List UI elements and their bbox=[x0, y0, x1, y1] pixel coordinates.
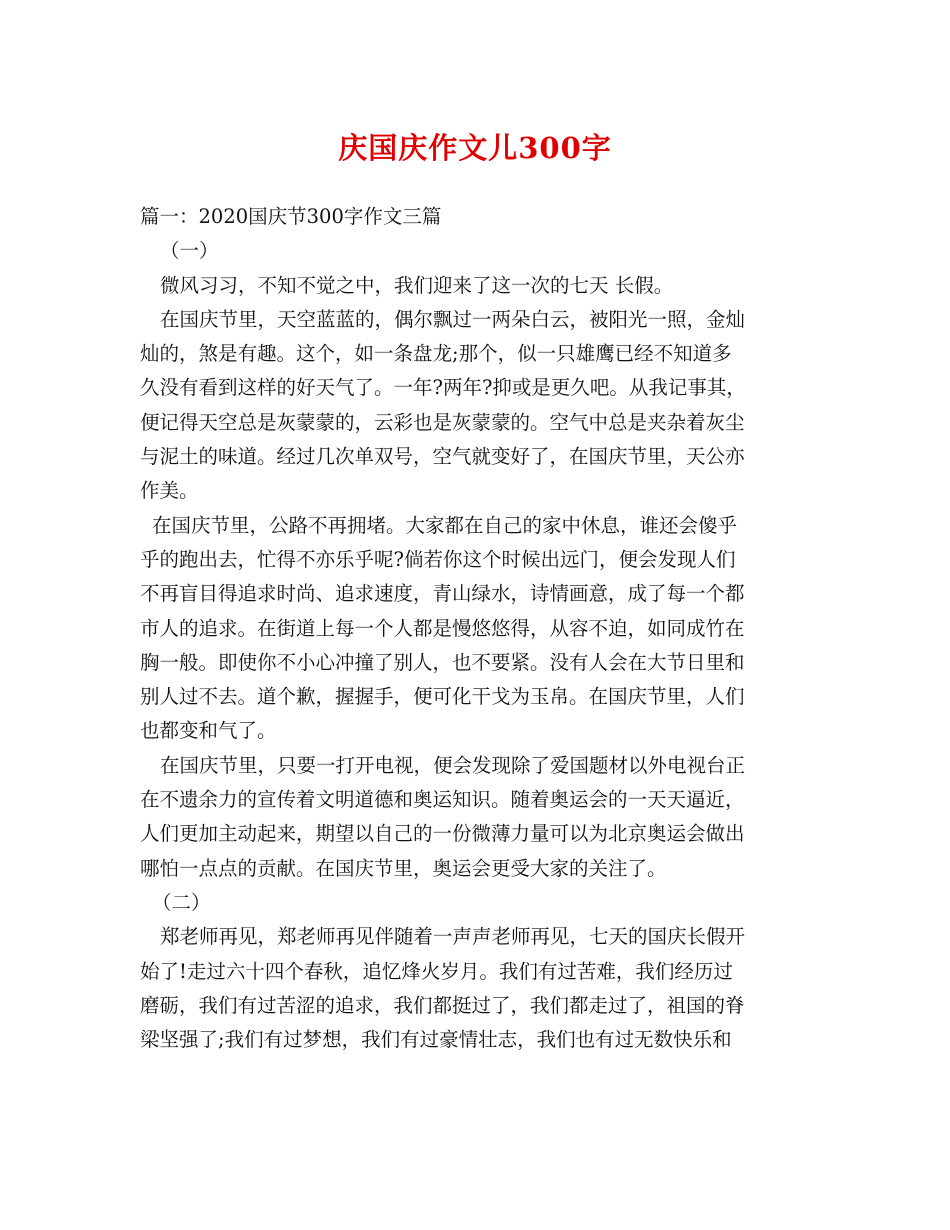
section-marker: （一） bbox=[160, 239, 219, 263]
text-line: 不再盲目得追求时尚、追求速度，青山绿水，诗情画意，成了每一个都 bbox=[140, 582, 745, 606]
text-line: 别人过不去。道个歉，握握手，便可化干戈为玉帛。在国庆节里，人们 bbox=[140, 685, 745, 709]
text-line: 郑老师再见，郑老师再见伴随着一声声老师再见，七天的国庆长假开 bbox=[160, 925, 746, 949]
text-line: 作美。 bbox=[140, 479, 199, 503]
text-line: 篇一：2020国庆节300字作文三篇 bbox=[140, 205, 442, 228]
text-line: 在不遗余力的宣传着文明道德和奥运知识。随着奥运会的一天天逼近， bbox=[140, 788, 745, 812]
document-title: 庆国庆作文儿300字 bbox=[338, 131, 612, 165]
text-line: 久没有看到这样的好天气了。一年?两年?抑或是更久吧。从我记事其， bbox=[140, 376, 746, 400]
text-line: 市人的追求。在街道上每一个人都是慢悠悠得，从容不迫，如同成竹在 bbox=[140, 616, 745, 640]
text-line: 梁坚强了;我们有过梦想，我们有过豪情壮志，我们也有过无数快乐和 bbox=[140, 1028, 732, 1052]
document-body bbox=[140, 200, 820, 1057]
section-marker: （二） bbox=[152, 890, 211, 914]
text-line: 在国庆节里，天空蓝蓝的，偶尔飘过一两朵白云，被阳光一照，金灿 bbox=[160, 307, 746, 331]
text-line: 便记得天空总是灰蒙蒙的，云彩也是灰蒙蒙的。空气中总是夹杂着灰尘 bbox=[140, 410, 745, 434]
text-line: 胸一般。即使你不小心冲撞了别人，也不要紧。没有人会在大节日里和 bbox=[140, 650, 745, 674]
text-line: 也都变和气了。 bbox=[140, 719, 277, 743]
text-line: 灿的，煞是有趣。这个，如一条盘龙;那个，似一只雄鹰已经不知道多 bbox=[140, 342, 732, 366]
text-line: 人们更加主动起来，期望以自己的一份微薄力量可以为北京奥运会做出 bbox=[140, 822, 745, 846]
text-line: 在国庆节里，公路不再拥堵。大家都在自己的家中休息，谁还会傻乎 bbox=[152, 513, 738, 537]
text-line: 微风习习，不知不觉之中，我们迎来了这一次的七天 长假。 bbox=[160, 273, 674, 297]
text-line: 始了!走过六十四个春秋，追忆烽火岁月。我们有过苦难，我们经历过 bbox=[140, 959, 733, 983]
text-line: 哪怕一点点的贡献。在国庆节里，奥运会更受大家的关注了。 bbox=[140, 856, 667, 880]
text-line: 与泥土的味道。经过几次单双号，空气就变好了，在国庆节里，天公亦 bbox=[140, 445, 745, 469]
text-line: 乎的跑出去，忙得不亦乐乎呢?倘若你这个时候出远门，便会发现人们 bbox=[140, 547, 736, 571]
text-line: 磨砺，我们有过苦涩的追求，我们都挺过了，我们都走过了，祖国的脊 bbox=[140, 993, 745, 1017]
text-line: 在国庆节里，只要一打开电视，便会发现除了爱国题材以外电视台正 bbox=[160, 753, 746, 777]
